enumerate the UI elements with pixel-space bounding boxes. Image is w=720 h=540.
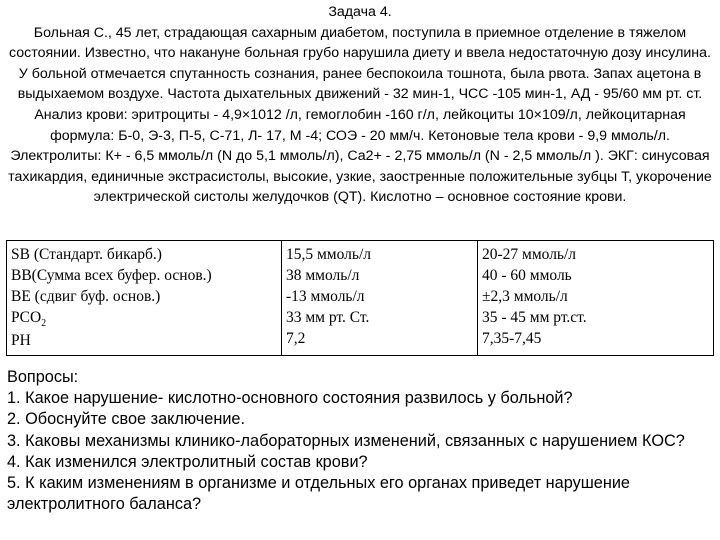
case-description: Больная С., 45 лет, страдающая сахарным диабетом, поступила в приемное отделение в тяжелом состоянии. Известно, что накануне больная грубо нарушила диету и ввела недостаточную дозу инсулина. У больной отмечается спутанность сознания, ранее беспокоила тошнота, была рвота. Запах ацетона в выдыхаемом воздухе. Частота дыхательных движений - 32 мин-1, ЧСС -105 мин-1, АД - 95/60 мм рт. ст. Анализ крови: эритроциты - 4,9×1012 /л, гемоглобин -160 г/л, лейкоциты 10×109/л, лейкоцитарная формула: Б-0, Э-3, П-5, С-71, Л- 17, М -4; СОЭ - 20 мм/ч. Кетоновые тела крови - 9,9 ммоль/л. Электролиты: К+ - 6,5 ммоль/л (N до 5,1 ммоль/л), Са2+ - 2,75 ммоль/л (N - 2,5 ммоль/л ). ЭКГ: синусовая тахикардия, единичные экстрасистолы, высокие, узкие, заостренные положительные зубцы Т, укорочение электрической систолы желудочков (QT). Кислотно – основное состояние крови. <box>8 24 712 206</box>
patient-value: 7,2 <box>286 330 306 347</box>
task-section <box>6 2 714 208</box>
questions-heading: Вопросы: <box>7 368 79 386</box>
task-title: Задача 4. <box>328 4 392 20</box>
norm-value: ±2,3 ммоль/л <box>482 288 568 305</box>
questions-section <box>7 367 713 515</box>
norm-value: 20-27 ммоль/л <box>482 246 577 263</box>
question-item: 4. Как изменился электролитный состав крови? <box>7 452 368 471</box>
norm-value: 7,35-7,45 <box>482 330 542 347</box>
parameter-name: BE (сдвиг буф. основ.) <box>11 288 161 305</box>
parameter-name: SB (Стандарт. бикарб.) <box>11 246 162 263</box>
acid-base-table <box>6 240 714 356</box>
parameter-column <box>7 241 282 356</box>
patient-value: 38 ммоль/л <box>286 267 360 284</box>
patient-value: 15,5 ммоль/л <box>286 246 372 263</box>
question-item: 2. Обоснуйте свое заключение. <box>7 410 245 429</box>
value-column <box>282 241 478 356</box>
norm-value: 40 - 60 ммоль <box>482 267 572 284</box>
patient-value: 33 мм рт. Ст. <box>286 309 370 326</box>
question-item: 5. К каким изменениям в организме и отдельных его органах приведет нарушение электролитного баланса? <box>7 474 630 514</box>
parameter-name-pco2 <box>11 307 277 330</box>
parameter-name: PH <box>11 332 31 349</box>
question-item: 3. Каковы механизмы клинико-лабораторных изменений, связанных с нарушением КОС? <box>7 431 685 450</box>
question-item: 1. Какое нарушение- кислотно-основного состояния развилось у больной? <box>7 389 573 408</box>
subscript: 2 <box>41 318 47 329</box>
patient-value: -13 ммоль/л <box>286 288 365 305</box>
norm-column <box>478 241 714 356</box>
table-row <box>7 241 714 356</box>
parameter-name: PCO <box>11 309 42 326</box>
parameter-name: BB(Сумма всех буфер. основ.) <box>11 267 212 284</box>
norm-value: 35 - 45 мм рт.ст. <box>482 309 587 326</box>
